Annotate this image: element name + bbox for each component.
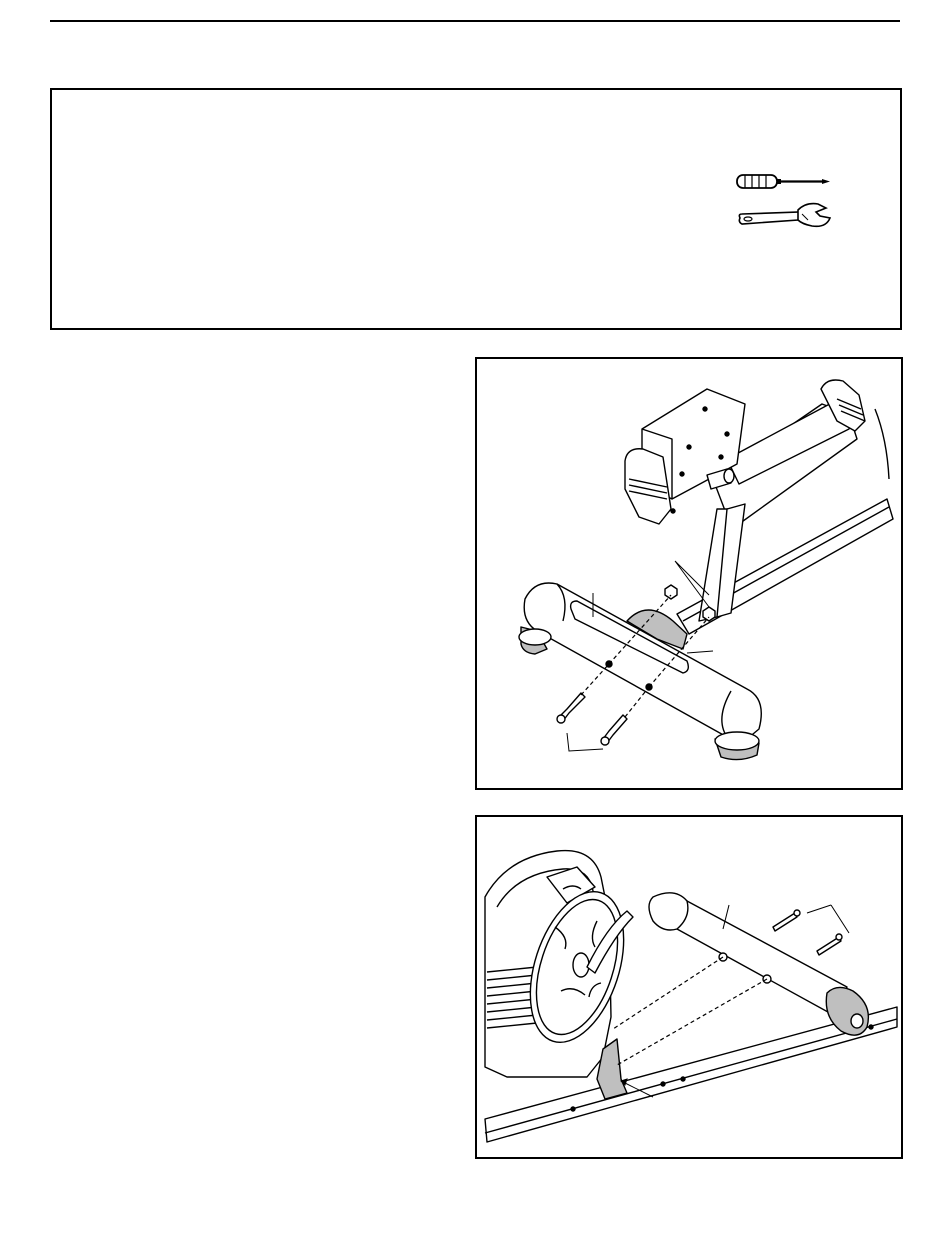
figure-2-drawing bbox=[477, 817, 901, 1157]
screwdriver-icon bbox=[736, 170, 836, 192]
figure-1-drawing bbox=[477, 359, 901, 788]
figure-1 bbox=[475, 357, 903, 790]
figure-2 bbox=[475, 815, 903, 1159]
tools-panel bbox=[50, 88, 902, 330]
header-rule bbox=[50, 20, 900, 22]
adjustable-wrench-icon bbox=[736, 200, 836, 232]
